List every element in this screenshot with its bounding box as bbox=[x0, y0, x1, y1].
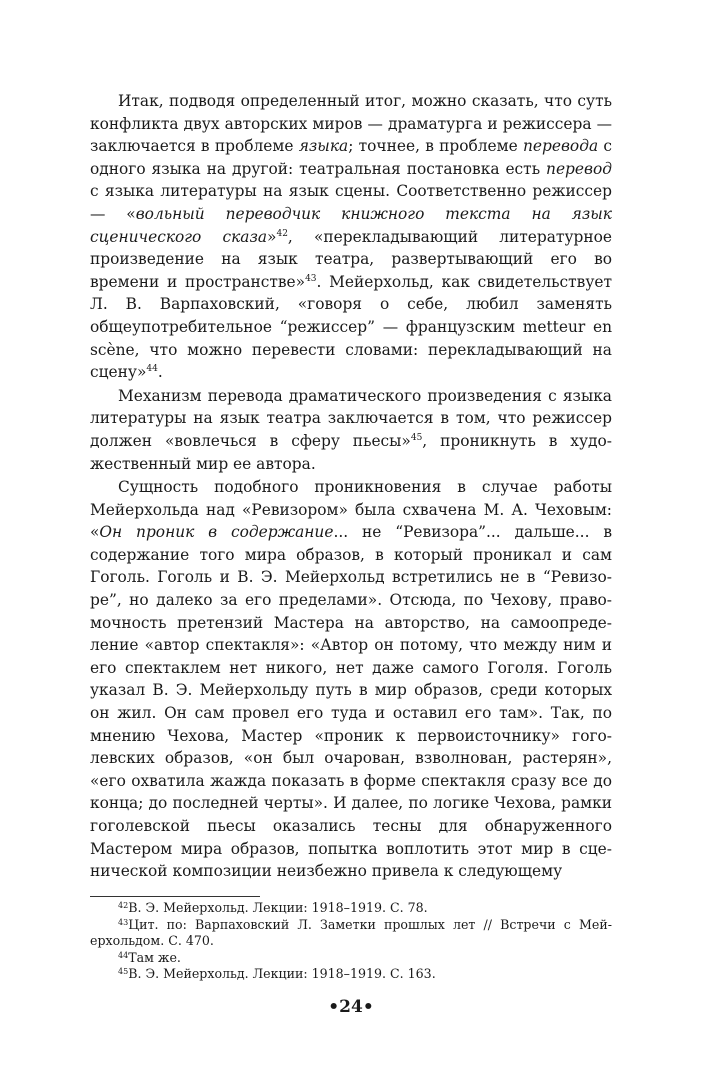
text-run: Механизм перевода драматического произведения с языка литературы на язык театра заключается в том, что режиссер должен «вовлечься в сферу пьесы» bbox=[90, 386, 612, 450]
text-run: Итак, подводя определенный итог, можно сказать, что суть конфликта двух авторских миров — драматурга и режиссера — заключается в проблеме bbox=[90, 92, 612, 156]
footnote-45 bbox=[90, 966, 612, 983]
footnote-ref: 45 bbox=[410, 432, 423, 443]
footnote-number: 45 bbox=[118, 967, 129, 976]
footnote-text: В. Э. Мейерхольд. Лекции: 1918–1919. С. 78. bbox=[128, 900, 428, 915]
footnote-text: Там же. bbox=[128, 949, 181, 965]
paragraph-3 bbox=[90, 476, 612, 883]
page-number: •24• bbox=[328, 997, 374, 1017]
text-run: ; точнее, в проблеме bbox=[348, 137, 523, 156]
text-run: ... не “Ревизора”... дальше... в содержание того мира образов, в который проникал и сам Гоголь. Гоголь и В. Э. Мейерхольд встретились не в “Ревизоре”, но далеко за его пределами». Отсюда, по Чехову, правомочность претензий Мастера на авторство, на самоопределение «автор спектакля»: «Автор он потому, что между ним и его спектаклем нет никого, нет даже самого Гоголя. Гоголь указал В. Э. Мейерхольду путь в мир образов, среди которых он жил. Он сам провел его туда и оставил его там». Так, по мнению Чехова, Мастер «проник к первоисточнику» гоголевских образов, «он был очарован, взволнован, растерян», «его охватила жажда показать в форме спектакля сразу все до конца; до последней черты». И далее, по логике Чехова, рамки гоголевской пьесы оказались тесны для обнаруженного Мастером мира образов, попытка воплотить этот мир в сценической композиции неизбежно привела к следующему bbox=[90, 523, 612, 881]
paragraph-2 bbox=[90, 385, 612, 475]
text-run: с языка литературы на язык сцены. Соответственно режиссер — « bbox=[90, 182, 612, 223]
italic-text: Он проник в содержание bbox=[99, 523, 334, 542]
text-run: . bbox=[157, 363, 163, 382]
italic-text: перевод bbox=[546, 159, 612, 178]
footnote-42 bbox=[90, 900, 612, 917]
footnote-text: В. Э. Мейерхольд. Лекции: 1918–1919. С. 163. bbox=[128, 966, 436, 981]
footnote-ref: 42 bbox=[276, 228, 288, 239]
paragraph-1 bbox=[90, 90, 612, 384]
italic-text: языка bbox=[298, 137, 349, 156]
footnote-number: 43 bbox=[118, 917, 129, 927]
italic-text: вольный переводчик книжного текста на язык сценического сказа bbox=[90, 204, 612, 246]
footnote-divider bbox=[90, 896, 260, 897]
text-run: , проникнуть в художественный мир ее автора. bbox=[90, 431, 612, 473]
footnote-43 bbox=[90, 917, 612, 950]
footnote-ref: 44 bbox=[146, 364, 158, 375]
footnotes bbox=[90, 900, 612, 983]
footnote-44 bbox=[90, 950, 612, 967]
text-run: , «перекладывающий литературное произведение на язык театра, развертывающий его во времени и пространстве» bbox=[90, 227, 612, 291]
footnote-number: 44 bbox=[118, 950, 129, 960]
text-run: » bbox=[267, 227, 277, 246]
footnote-text: Цит. по: Варпаховский Л. Заметки прошлых лет // Встречи с Мейерхольдом. С. 470. bbox=[90, 916, 612, 948]
footnote-number: 42 bbox=[118, 901, 129, 910]
text-run: с одного языка на другой: театральная постановка есть bbox=[90, 137, 612, 178]
footnote-ref: 43 bbox=[305, 273, 317, 284]
text-run: Сущность подобного проникновения в случае работы Мейерхольда над «Ревизором» была схвачена М. А. Чеховым: « bbox=[90, 478, 612, 542]
main-text bbox=[90, 90, 612, 883]
italic-text: перевода bbox=[522, 137, 599, 156]
text-run: . Мейерхольд, как свидетельствует Л. В. Варпаховский, «говоря о себе, любил заменять общеупотребительное “режиссер” — французским metteur en scène, что можно перевести словами: перекладывающий на сцену» bbox=[90, 272, 612, 382]
